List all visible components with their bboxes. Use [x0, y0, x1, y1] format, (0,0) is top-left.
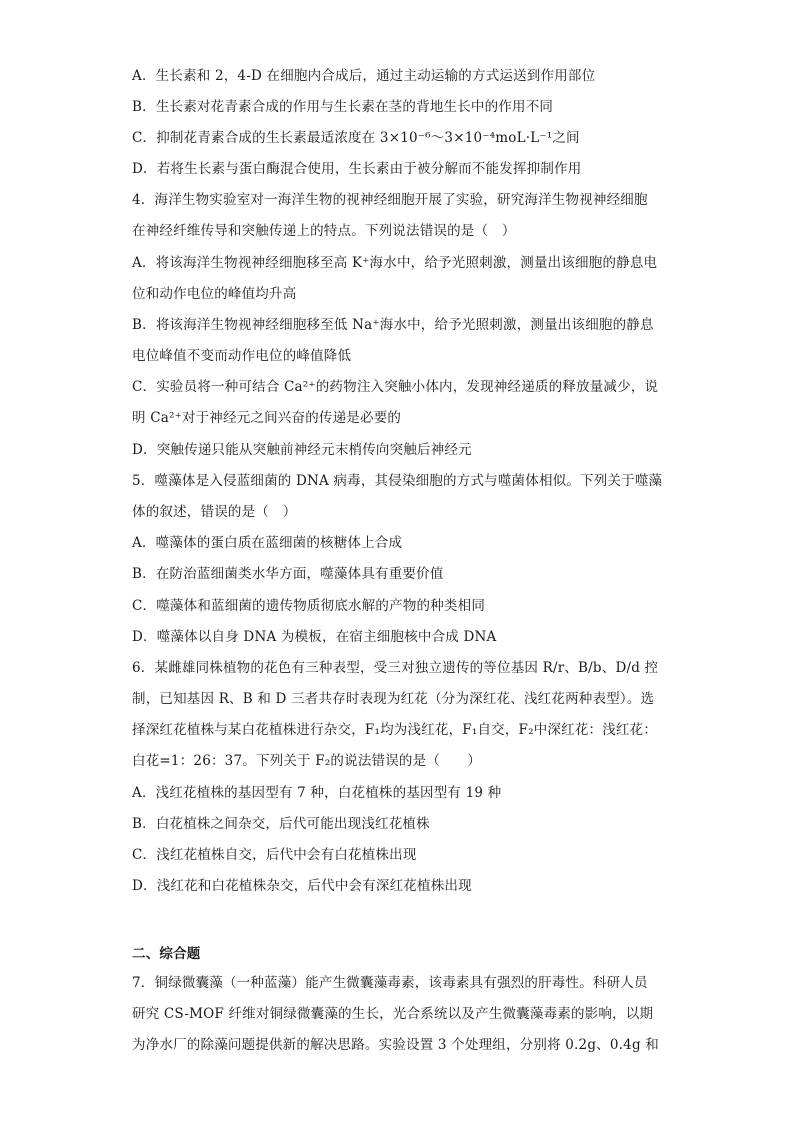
q3-option-d: D．若将生长素与蛋白酶混合使用，生长素由于被分解而不能发挥抑制作用 [132, 161, 582, 177]
q6-stem-line: 6．某雌雄同株植物的花色有三种表型，受三对独立遗传的等位基因 R/r、B/b、D/d 控 [132, 660, 659, 676]
q6-option-d: D．浅红花和白花植株杂交，后代中会有深红花植株出现 [132, 878, 472, 894]
q3-option-b: B．生长素对花青素合成的作用与生长素在茎的背地生长中的作用不同 [132, 99, 554, 115]
q4-stem-line: 在神经纤维传导和突触传递上的特点。下列说法错误的是（ ） [132, 223, 516, 239]
q3-option-a: A．生长素和 2，4-D 在细胞内合成后，通过主动运输的方式运送到作用部位 [132, 68, 596, 84]
q6-stem-line: 白花=1：26：37。下列关于 F₂的说法错误的是（ ） [132, 753, 482, 769]
q5-option-a: A．噬藻体的蛋白质在蓝细菌的核糖体上合成 [132, 535, 403, 551]
q6-option-a: A．浅红花植株的基因型有 7 种，白花植株的基因型有 19 种 [132, 785, 502, 801]
q7-stem-line: 研究 CS-MOF 纤维对铜绿微囊藻的生长，光合系统以及产生微囊藻毒素的影响，以期 [132, 1006, 654, 1022]
q5-stem-line: 5．噬藻体是入侵蓝细菌的 DNA 病毒，其侵染细胞的方式与噬菌体相似。下列关于噬藻 [132, 473, 663, 489]
q7-stem-line: 7．铜绿微囊藻（一种蓝藻）能产生微囊藻毒素，该毒素具有强烈的肝毒性。科研人员 [132, 975, 648, 991]
q4-option-b-cont: 电位峰值不变而动作电位的峰值降低 [132, 348, 352, 364]
q5-option-c: C．噬藻体和蓝细菌的遗传物质彻底水解的产物的种类相同 [132, 598, 486, 614]
q4-option-c: C．实验员将一种可结合 Ca²⁺的药物注入突触小体内，发现神经递质的释放量减少，说 [132, 379, 659, 395]
q4-option-a: A．将该海洋生物视神经细胞移至高 K⁺海水中，给予光照刺激，测量出该细胞的静息电 [132, 255, 658, 271]
q3-option-c: C．抑制花青素合成的生长素最适浓度在 3×10⁻⁶～3×10⁻⁴moL·L⁻¹之间 [132, 130, 580, 146]
q4-option-c-cont: 明 Ca²⁺对于神经元之间兴奋的传递是必要的 [132, 410, 402, 426]
q5-option-d: D．噬藻体以自身 DNA 为模板，在宿主细胞核中合成 DNA [132, 629, 497, 645]
q6-option-c: C．浅红花植株自交，后代中会有白花植株出现 [132, 847, 417, 863]
q6-stem-line: 择深红花植株与某白花植株进行杂交，F₁均为浅红花，F₁自交，F₂中深红花：浅红花： [132, 722, 658, 738]
q5-stem-line: 体的叙述，错误的是（ ） [132, 504, 297, 520]
q4-option-b: B．将该海洋生物视神经细胞移至低 Na⁺海水中，给予光照刺激，测量出该细胞的静息 [132, 317, 654, 333]
q5-option-b: B．在防治蓝细菌类水华方面，噬藻体具有重要价值 [132, 566, 444, 582]
q4-option-d: D．突触传递只能从突触前神经元末梢传向突触后神经元 [132, 442, 472, 458]
q7-stem-line: 为净水厂的除藻问题提供新的解决思路。实验设置 3 个处理组，分别将 0.2g、0.4g 和 [132, 1037, 659, 1053]
q4-stem-line: 4．海洋生物实验室对一海洋生物的视神经细胞开展了实验，研究海洋生物视神经细胞 [132, 192, 648, 208]
q4-option-a-cont: 位和动作电位的峰值均升高 [132, 286, 297, 302]
q6-option-b: B．白花植株之间杂交，后代可能出现浅红花植株 [132, 816, 430, 832]
q6-stem-line: 制，已知基因 R、B 和 D 三者共存时表现为红花（分为深红花、浅红花两种表型）。选 [132, 691, 655, 707]
section-title: 二、综合题 [132, 946, 201, 962]
